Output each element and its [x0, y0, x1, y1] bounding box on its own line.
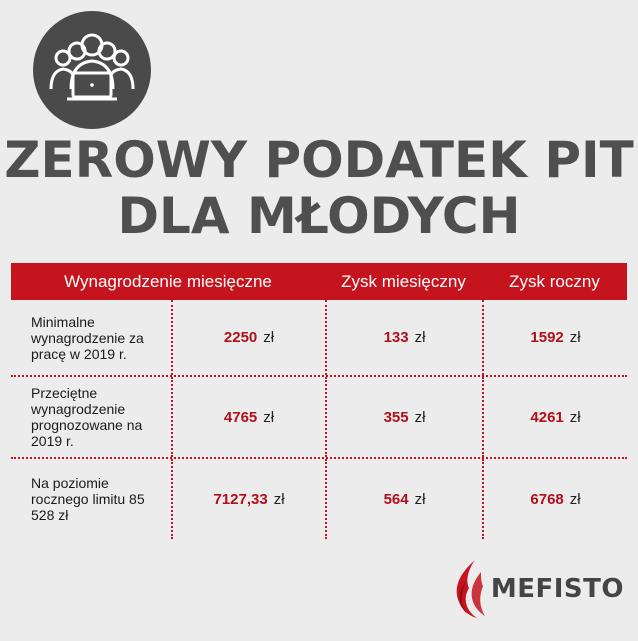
monthly-gain-value: [325, 377, 482, 457]
yearly-gain-value: [482, 377, 627, 457]
salary-amount: 4765: [223, 408, 258, 426]
row-label: Przeciętne wynagrodzenie prognozowane na 2019 r.: [31, 385, 143, 449]
yearly-gain-amount: 4261: [530, 408, 564, 426]
monthly-gain-value: [325, 459, 482, 539]
currency-unit: zł: [569, 408, 581, 426]
row-label: Minimalne wynagrodzenie za pracę w 2019 r.: [31, 313, 144, 362]
currency-unit: zł: [414, 408, 426, 426]
monthly-gain-amount: 133: [383, 329, 409, 346]
header-yearly-gain: Zysk roczny: [509, 271, 600, 291]
monthly-gain-value: [325, 300, 482, 375]
yearly-gain-value: [482, 300, 627, 375]
people-laptop-icon: [33, 11, 151, 129]
header-monthly-gain: Zysk miesięczny: [341, 271, 466, 291]
currency-unit: zł: [263, 408, 275, 426]
monthly-gain-amount: 355: [383, 408, 409, 426]
table-row: [11, 459, 627, 539]
table-row: [11, 377, 627, 459]
monthly-gain-amount: 564: [383, 490, 409, 508]
brand-logo: [445, 558, 624, 620]
yearly-gain-value: [482, 459, 627, 539]
yearly-gain-amount: 1592: [530, 329, 564, 346]
currency-unit: zł: [273, 490, 285, 508]
currency-unit: zł: [414, 329, 426, 346]
header-salary: Wynagrodzenie miesięczne: [64, 271, 272, 291]
tax-table: [11, 263, 627, 539]
brand-name: MEFISTO: [490, 574, 624, 604]
currency-unit: zł: [569, 329, 581, 346]
salary-value: [171, 300, 325, 375]
page-subtitle: DLA MŁODYCH: [117, 187, 521, 245]
table-row: [11, 300, 627, 377]
currency-unit: zł: [414, 490, 426, 508]
salary-value: [171, 377, 325, 457]
yearly-gain-amount: 6768: [530, 490, 564, 508]
salary-amount: 7127,33: [213, 490, 268, 508]
salary-amount: 2250: [223, 329, 258, 346]
page-title: ZEROWY PODATEK PIT: [4, 131, 634, 189]
currency-unit: zł: [569, 490, 581, 508]
row-label: Na poziomie rocznego limitu 85 528 zł: [31, 475, 145, 523]
salary-value: [171, 459, 325, 539]
flame-logo-icon: [445, 558, 487, 620]
table-header: [11, 263, 627, 300]
currency-unit: zł: [263, 329, 275, 346]
